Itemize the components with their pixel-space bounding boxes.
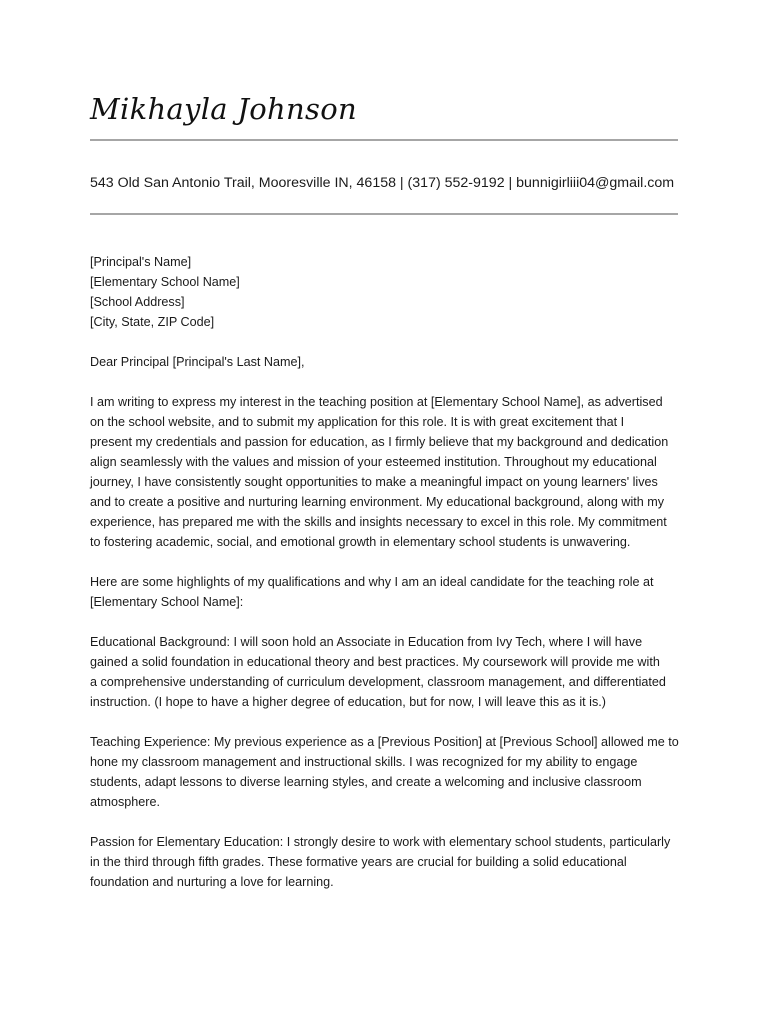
paragraph-line: students, adapt lessons to diverse learning styles, and create a welcoming and inclusive classroom bbox=[90, 775, 642, 789]
paragraph-line: foundation and nurturing a love for learning. bbox=[90, 875, 334, 889]
paragraph-line: a comprehensive understanding of curriculum development, classroom management, and differentiated bbox=[90, 675, 666, 689]
paragraph-line: gained a solid foundation in educational theory and best practices. My coursework will provide me with bbox=[90, 655, 660, 669]
paragraph-line: align seamlessly with the values and mission of your esteemed institution. Throughout my educational bbox=[90, 455, 657, 469]
salutation-text: Dear Principal [Principal's Last Name], bbox=[90, 355, 305, 369]
paragraph-line: hone my classroom management and instructional skills. I was recognized for my ability to engage bbox=[90, 755, 638, 769]
recipient-name: [Principal's Name] bbox=[90, 255, 192, 269]
recipient-address: [School Address] bbox=[90, 295, 185, 309]
experience-paragraph bbox=[90, 732, 690, 812]
header-top-rule bbox=[90, 139, 678, 141]
applicant-name: Mikhayla Johnson bbox=[90, 92, 357, 126]
letter-body bbox=[90, 252, 690, 892]
paragraph-line: [Elementary School Name]: bbox=[90, 595, 244, 609]
paragraph-line: in the third through fifth grades. These formative years are crucial for building a solid educational bbox=[90, 855, 627, 869]
passion-paragraph bbox=[90, 832, 690, 892]
intro-paragraph bbox=[90, 392, 690, 552]
paragraph-line: to fostering academic, social, and emotional growth in elementary school students is unwavering. bbox=[90, 535, 631, 549]
paragraph-line: atmosphere. bbox=[90, 795, 161, 809]
education-paragraph bbox=[90, 632, 690, 712]
paragraph-line: present my credentials and passion for education, as I firmly believe that my background and dedication bbox=[90, 435, 669, 449]
paragraph-line: Teaching Experience: My previous experience as a [Previous Position] at [Previous School] allowed me to bbox=[90, 735, 679, 749]
paragraph-line: Here are some highlights of my qualifications and why I am an ideal candidate for the teaching role at bbox=[90, 575, 654, 589]
paragraph-line: Passion for Elementary Education: I strongly desire to work with elementary school students, particularly bbox=[90, 835, 671, 849]
salutation bbox=[90, 352, 690, 372]
paragraph-line: I am writing to express my interest in the teaching position at [Elementary School Name], as advertised bbox=[90, 395, 663, 409]
paragraph-line: experience, has prepared me with the skills and insights necessary to excel in this role. My commitment bbox=[90, 515, 667, 529]
paragraph-line: and to create a positive and nurturing learning environment. My educational background, along with my bbox=[90, 495, 665, 509]
highlights-intro-paragraph bbox=[90, 572, 690, 612]
paragraph-line: instruction. (I hope to have a higher degree of education, but for now, I will leave this as it is.) bbox=[90, 695, 606, 709]
recipient-city: [City, State, ZIP Code] bbox=[90, 315, 215, 329]
paragraph-line: Educational Background: I will soon hold an Associate in Education from Ivy Tech, where I will have bbox=[90, 635, 643, 649]
paragraph-line: on the school website, and to submit my application for this role. It is with great excitement that I bbox=[90, 415, 625, 429]
header-bottom-rule bbox=[90, 213, 678, 215]
paragraph-line: journey, I have consistently sought opportunities to make a meaningful impact on young learners' lives bbox=[90, 475, 658, 489]
recipient-address-block bbox=[90, 252, 690, 332]
contact-line: 543 Old San Antonio Trail, Mooresville IN, 46158 | (317) 552-9192 | bunnigirliii04@gmail.com bbox=[90, 175, 675, 191]
recipient-school: [Elementary School Name] bbox=[90, 275, 240, 289]
